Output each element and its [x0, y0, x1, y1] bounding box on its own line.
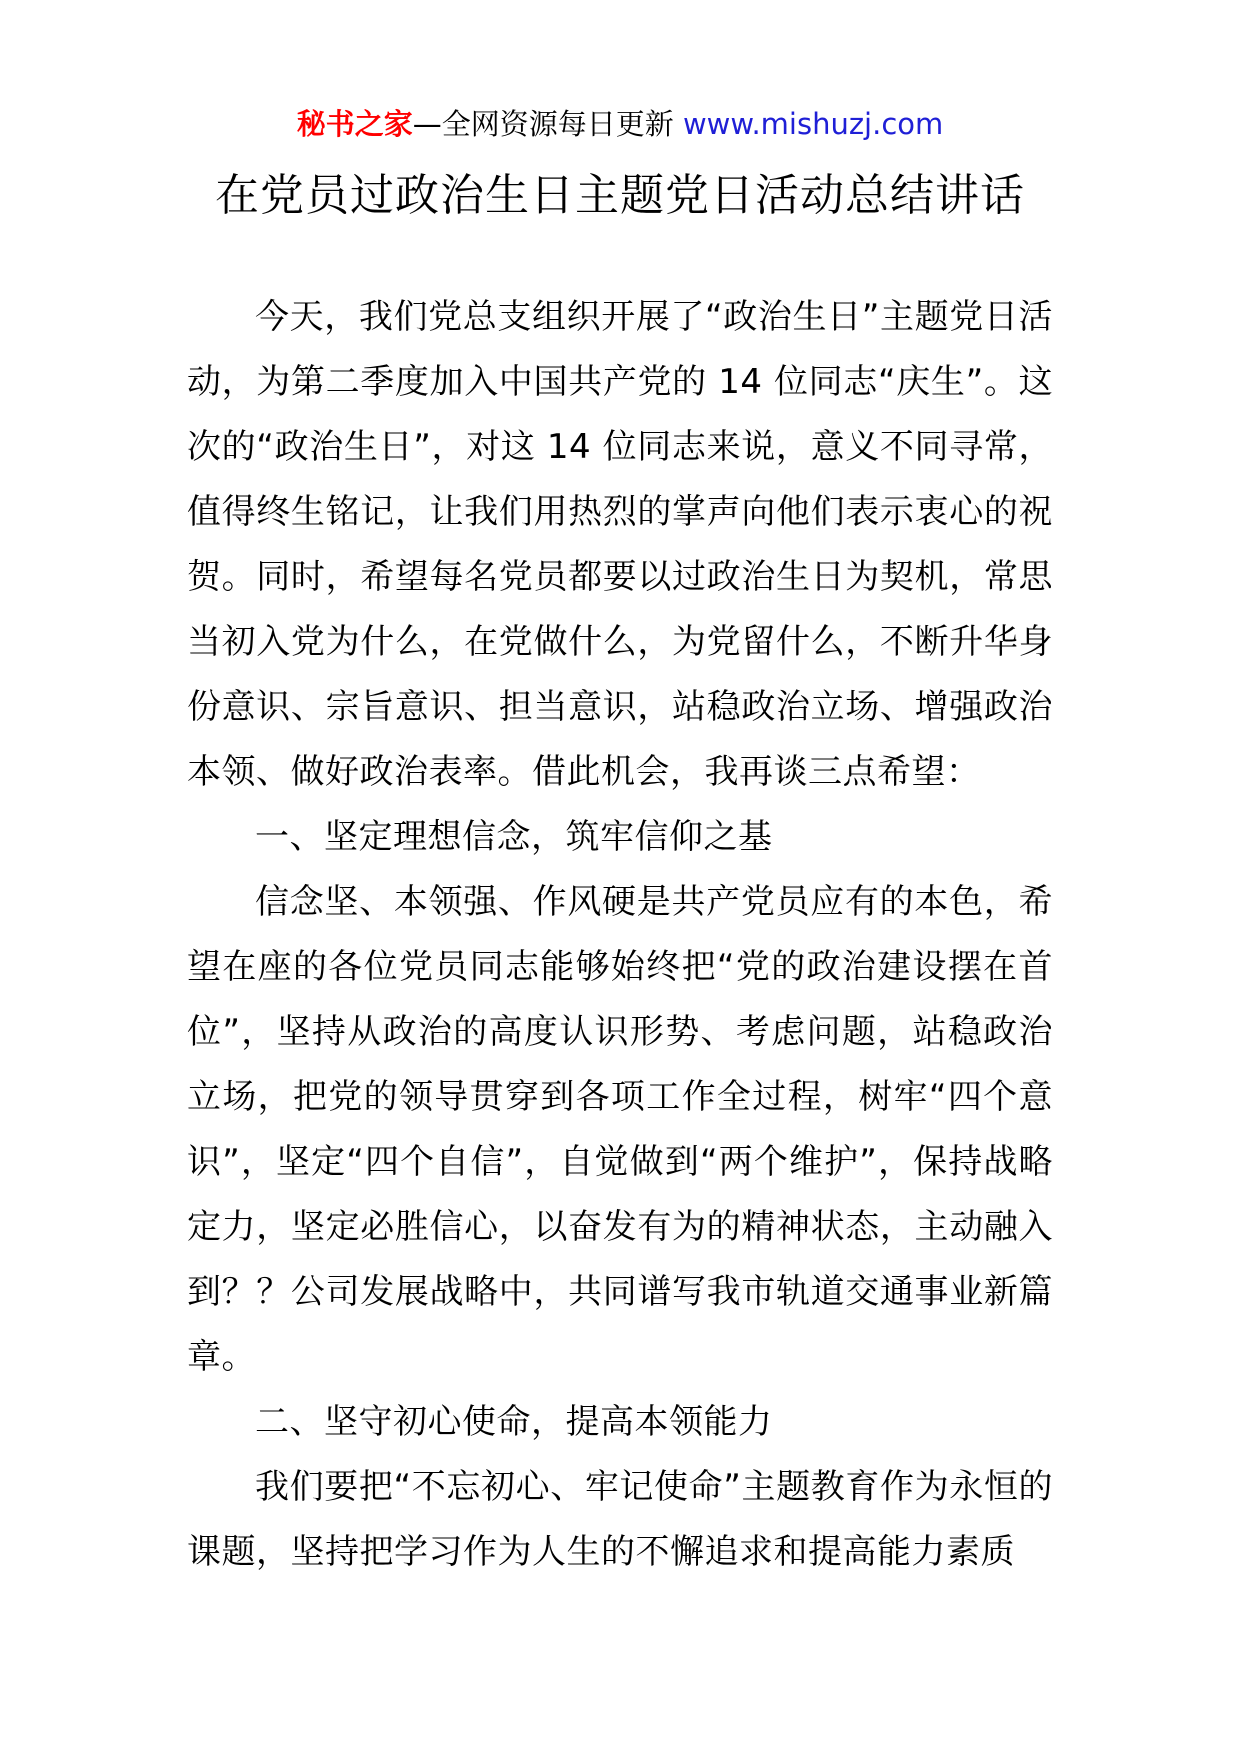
document-title: 在党员过政治生日主题党日活动总结讲话 [215, 170, 1025, 221]
section-paragraph-1: 信念坚、本领强、作风硬是共产党员应有的本色，希望在座的各位党员同志能够始终把“党的政治建设摆在首位”，坚持从政治的高度认识形势、考虑问题，站稳政治立场，把党的领导贯穿到各项工作全过程，树牢“四个意识”，坚定“四个自信”，自觉做到“两个维护”，保持战略定力，坚定必胜信心，以奋发有为的精神状态，主动融入到？？公司发展战略中，共同谱写我市轨道交通事业新篇章。 [187, 882, 1053, 1377]
section-heading-2: 二、坚守初心使命，提高本领能力 [255, 1402, 773, 1442]
intro-paragraph: 今天，我们党总支组织开展了“政治生日”主题党日活动，为第二季度加入中国共产党的 14 位同志“庆生”。这次的“政治生日”，对这 14 位同志来说，意义不同寻常，值得终生铭记，让我们用热烈的掌声向他们表示衷心的祝贺。同时，希望每名党员都要以过政治生日为契机，常思当初入党为什么，在党做什么，为党留什么，不断升华身份意识、宗旨意识、担当意识，站稳政治立场、增强政治本领、做好政治表率。借此机会，我再谈三点希望： [187, 297, 1053, 792]
header-slogan: —全网资源每日更新 [412, 107, 674, 141]
section-heading-1: 一、坚定理想信念，筑牢信仰之基 [255, 817, 773, 857]
site-url-link[interactable]: www.mishuzj.com [682, 107, 944, 141]
site-header [0, 100, 1240, 148]
brand-name: 秘书之家 [296, 107, 413, 141]
section-paragraph-2: 我们要把“不忘初心、牢记使命”主题教育作为永恒的课题，坚持把学习作为人生的不懈追求和提高能力素质 [187, 1467, 1053, 1572]
document-body [187, 285, 1053, 1585]
